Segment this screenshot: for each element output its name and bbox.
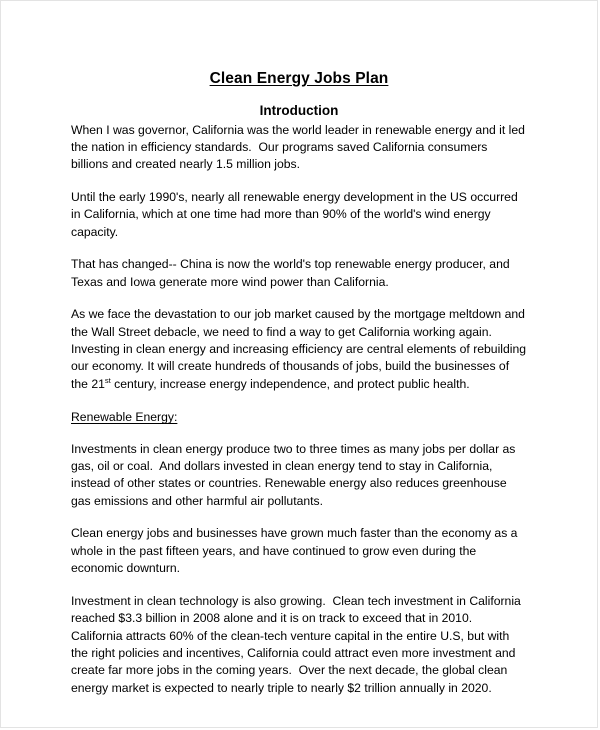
paragraph-text-part-1: As we face the devastation to our job market caused by the mortgage meltdown and the Wall Street debacle, we need to find a way to get California working again. Investing in clean energy and increasing efficiency are central elements of rebuilding our economy. It will create hundreds of thousands of jobs, build the businesses of the 21 [71, 307, 530, 391]
paragraph-spacer [71, 427, 527, 441]
paragraph-intro-1: When I was governor, California was the world leader in renewable energy and it led the nation in efficiency standards. Our programs saved California consumers billions and created nearly 1.5 million jobs. [71, 122, 529, 172]
paragraph-economy-rebuild [71, 306, 530, 393]
paragraph-intro-3: That has changed-- China is now the world's top renewable energy producer, and Texas and Iowa generate more wind power than California. [71, 257, 513, 289]
section-heading-renewable-energy: Renewable Energy: [71, 410, 178, 425]
paragraph-renewable-3: Investment in clean technology is also growing. Clean tech investment in California reached $3.3 billion in 2008 alone and it is on track to exceed that in 2010. California attracts 60% of the clean-tech venture capital in the entire U.S, but with the right policies and incentives, California could attract even more investment and create far more jobs in the coming years. Over the next decade, the global clean energy market is expected to nearly triple to nearly $2 trillion annually in 2020. [71, 593, 525, 695]
section-heading-introduction: Introduction [259, 103, 339, 119]
paragraph-spacer [71, 578, 527, 593]
paragraph-spacer [71, 291, 527, 306]
paragraph-intro-2: Until the early 1990's, nearly all renewable energy development in the US occurred in California, which at one time had more than 90% of the world's wind energy capacity. [71, 189, 522, 239]
paragraph-spacer [71, 510, 527, 525]
paragraph-spacer [71, 393, 527, 408]
paragraph-text-part-2: century, increase energy independence, and protect public health. [110, 376, 470, 391]
ordinal-superscript: st [104, 375, 111, 385]
section-heading-renewable-energy-wrapper [71, 408, 527, 426]
paragraph-renewable-1: Investments in clean energy produce two to three times as many jobs per dollar as gas, oil or coal. And dollars invested in clean energy tend to stay in California, instead of other states or countries. Renewable energy also reduces greenhouse gas emissions and other harmful air pollutants. [71, 441, 519, 508]
paragraph-renewable-2: Clean energy jobs and businesses have grown much faster than the economy as a whole in the past fifteen years, and have continued to grow even during the economic downturn. [71, 526, 521, 576]
paragraph-spacer [71, 174, 527, 189]
paragraph-spacer [71, 241, 527, 256]
page-title: Clean Energy Jobs Plan [209, 70, 389, 87]
document-body [71, 69, 530, 697]
